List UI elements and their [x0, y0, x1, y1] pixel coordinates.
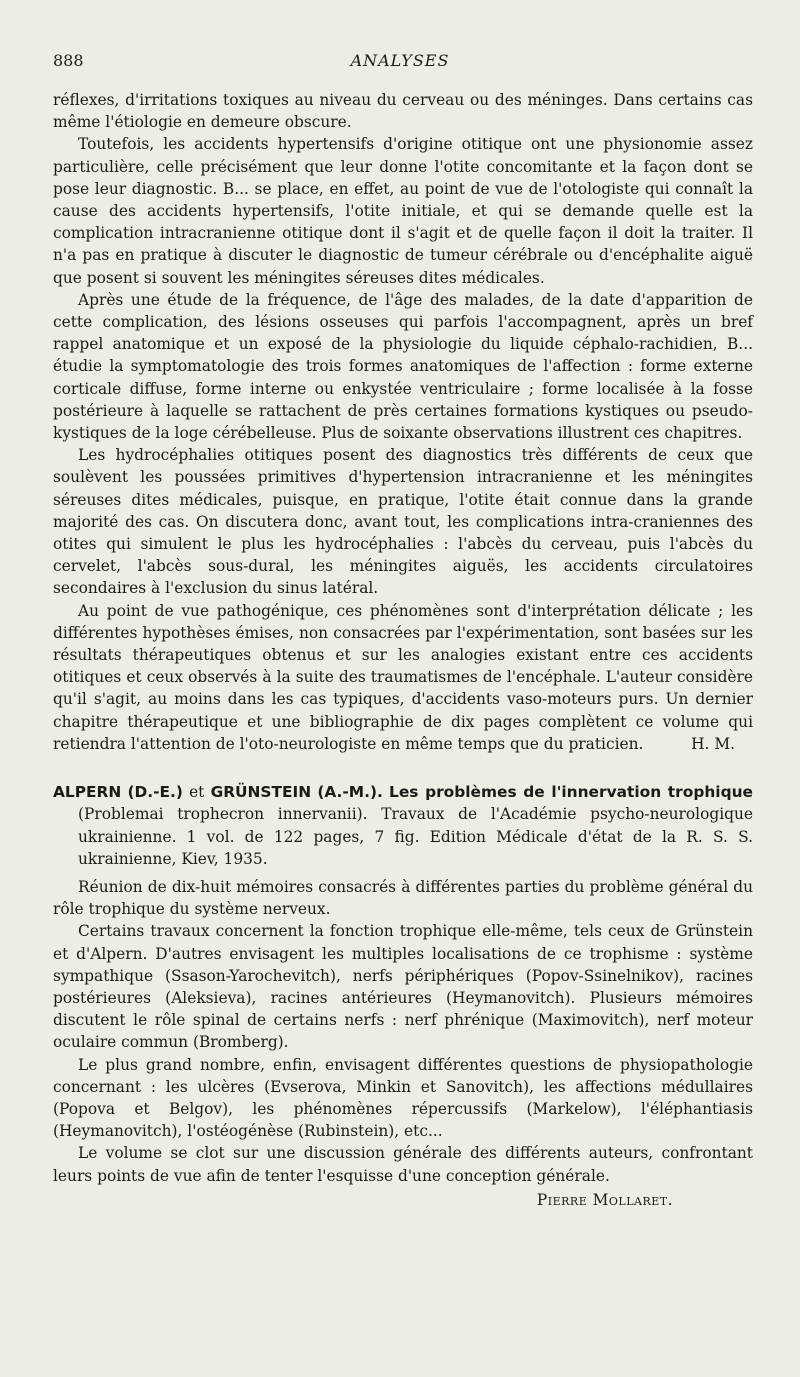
running-title: ANALYSES	[350, 51, 450, 70]
reviewer-signature	[53, 1189, 753, 1211]
author-name: ALPERN	[53, 783, 122, 802]
page-number: 888	[53, 51, 84, 70]
paragraph: Le volume se clot sur une discussion générale des différents auteurs, confrontant leurs points de vue afin de tenter l'esquisse d'une conception générale.	[53, 1144, 753, 1185]
author-name: GRÜNSTEIN	[210, 783, 312, 802]
body-text	[53, 89, 753, 1211]
reviewer-name: Pierre Mollaret.	[536, 1190, 673, 1209]
paragraph: Certains travaux concernent la fonction trophique elle-même, tels ceux de Grünstein et d'Alpern. D'autres envisagent les multiples localisations de ce trophisme : système sympathique (Ssason-Yarochevitch), nerfs périphériques (Popov-Ssinelnikov), racines postérieures (Aleksieva), racines antérieures (Heymanovitch). Plusieurs mémoires discutent le rôle spinal de certains nerfs : nerf phrénique (Maximovitch), nerf moteur oculaire commun (Bromberg).	[53, 922, 753, 1052]
book-details: (Problemai trophecron innervanii). Travaux de l'Académie psycho-neurologique ukrainienne. 1 vol. de 122 pages, 7 fig. Edition Médicale d'état de la R. S. S. ukrainienne, Kiev, 1935.	[78, 805, 753, 868]
conjunction: et	[189, 783, 205, 802]
reviewer-signature: H. M.	[691, 734, 735, 753]
paragraph: Réunion de dix-huit mémoires consacrés à différentes parties du problème général du rôle trophique du système nerveux.	[53, 877, 753, 919]
paragraph: Après une étude de la fréquence, de l'âge des malades, de la date d'apparition de cette complication, des lésions osseuses qui parfois l'accompagnent, après un bref rappel anatomique et un exposé de la physiologie du liquide céphalo-rachidien, B... étudie la symptomatologie des trois formes anatomiques de l'affection : forme externe corticale diffuse, forme interne ou enkystée ventriculaire ; forme localisée à la fosse postérieure à laquelle se rattachent de près certaines formations kystiques ou pseudo-kystiques de la loge cérébelleuse. Plus de soixante observations illustrent ces chapitres.	[53, 290, 753, 443]
bibliographic-entry	[53, 781, 753, 870]
author-initials: (D.-E.)	[127, 783, 183, 802]
paragraph: Le plus grand nombre, enfin, envisagent différentes questions de physiopathologie concernant : les ulcères (Evserova, Minkin et Sanovitch), les affections médullaires (Popova et Belgov), les phénomènes répercussifs (Markelow), l'éléphantiasis (Heymanovitch), l'ostéogénèse (Rubinstein), etc...	[53, 1055, 753, 1141]
book-title: Les problèmes de l'innervation trophique	[389, 783, 753, 802]
paragraph	[53, 600, 753, 755]
author-initials: (A.-M.).	[317, 783, 383, 802]
paragraph: réflexes, d'irritations toxiques au niveau du cerveau ou des méninges. Dans certains cas même l'étiologie en demeure obscure.	[53, 91, 753, 132]
paragraph: Les hydrocéphalies otitiques posent des diagnostics très différents de ceux que soulèvent les poussées primitives d'hypertension intracranienne et les méningites séreuses dites médicales, puisque, en pratique, l'otite était connue dans la grande majorité des cas. On discutera donc, avant tout, les complications intra-craniennes des otites qui simulent le plus les hydrocéphalies : l'abcès du cerveau, puis l'abcès du cervelet, l'abcès sous-dural, les méningites aiguës, les accidents circulatoires secondaires à l'exclusion du sinus latéral.	[53, 446, 753, 598]
paragraph-text: Au point de vue pathogénique, ces phénomènes sont d'interprétation délicate ; les différentes hypothèses émises, non consacrées par l'expérimentation, sont basées sur les résultats thérapeutiques obtenus et sur les analogies existant entre ces accidents otitiques et ceux observés à la suite des traumatismes de l'encéphale. L'auteur considère qu'il s'agit, au moins dans les cas typiques, d'accidents vaso-moteurs purs. Un dernier chapitre thérapeutique et une bibliographie de dix pages complètent ce volume qui retiendra l'attention de l'oto-neurologiste en même temps que du praticien.	[53, 601, 753, 753]
paragraph: Toutefois, les accidents hypertensifs d'origine otitique ont une physionomie assez particulière, celle précisément que leur donne l'otite concomitante et la façon dont se pose leur diagnostic. B... se place, en effet, au point de vue de l'otologiste qui connaît la cause des accidents hypertensifs, l'otite initiale, et qui se demande quelle est la complication intracranienne otitique dont il s'agit et de quelle façon il doit la traiter. Il n'a pas en pratique à discuter le diagnostic de tumeur cérébrale ou d'encéphalite aiguë que posent si souvent les méningites séreuses dites médicales.	[53, 135, 753, 287]
